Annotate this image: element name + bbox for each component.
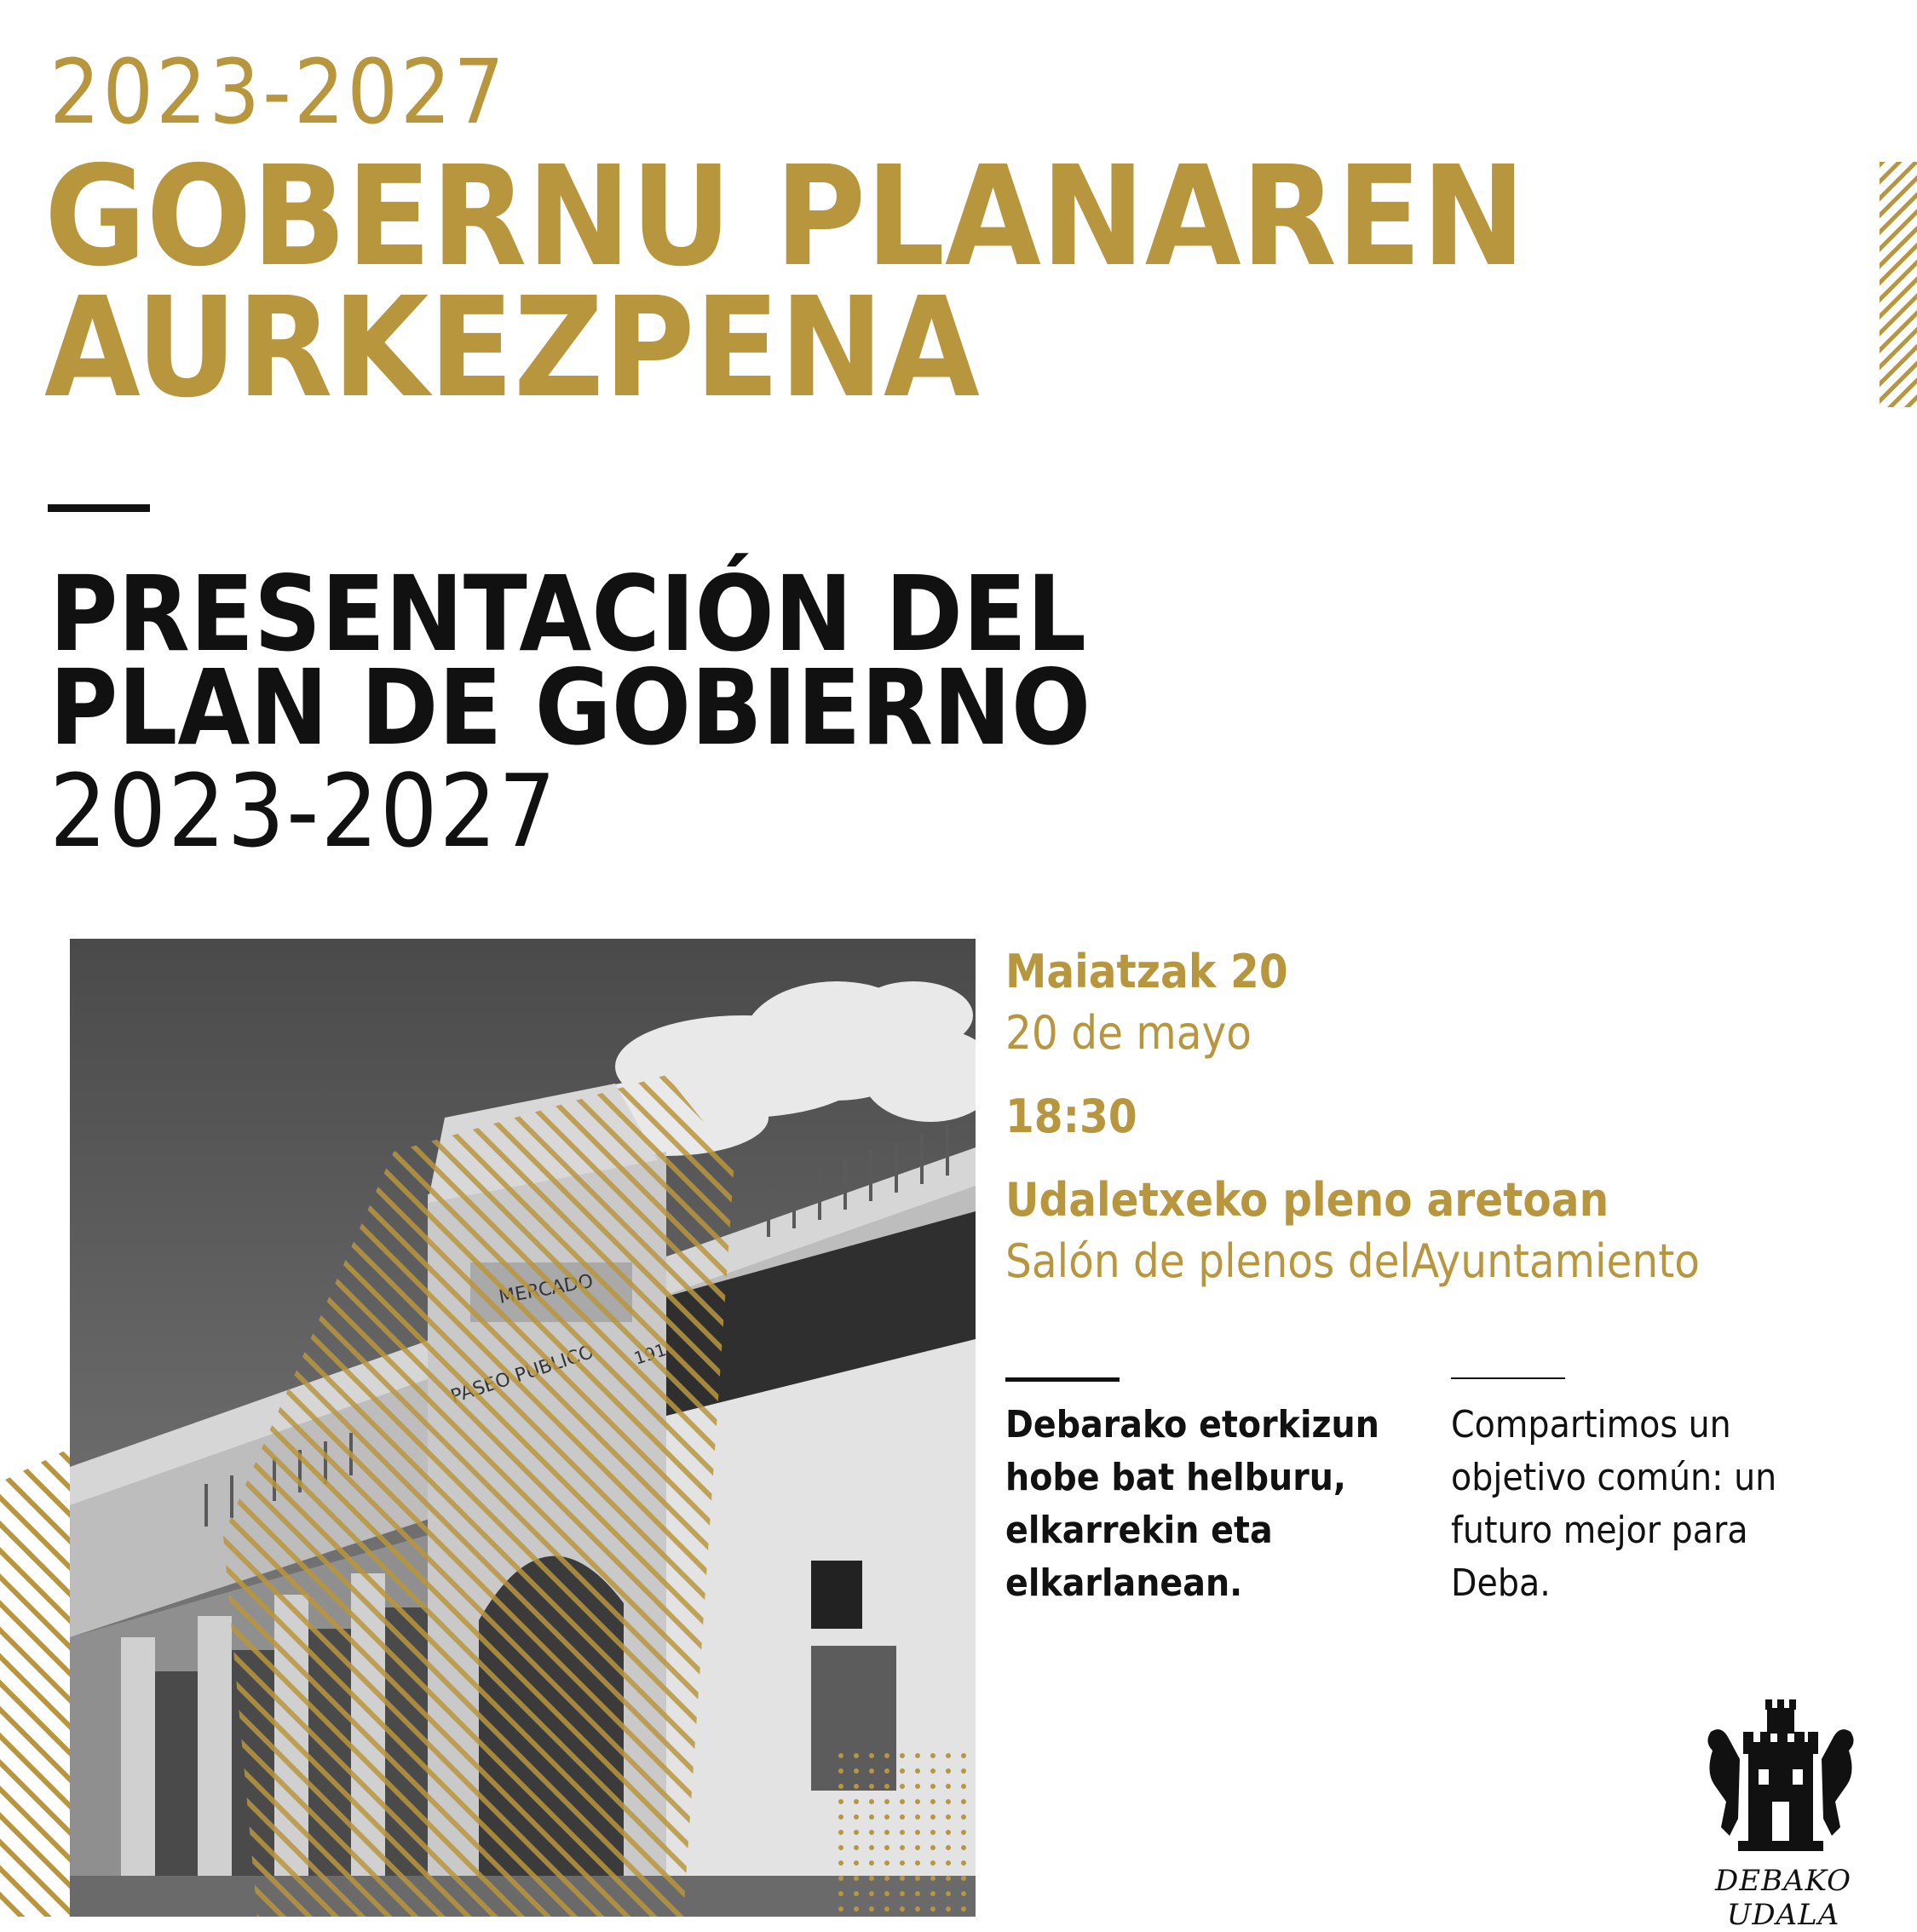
quote-spanish: [1451, 1399, 1860, 1610]
town-hall-logo-text: DEBAKO UDALA: [1715, 1864, 1851, 1932]
title-spanish-line-2: PLAN DE GOBIERNO: [49, 647, 1091, 768]
quote-basque-line: hobe bat helburu,: [1005, 1456, 1346, 1499]
title-basque-line-1: GOBERNU PLANAREN: [44, 137, 1526, 297]
quote-basque: [1005, 1399, 1414, 1610]
quote-rule-basque: [1005, 1377, 1120, 1382]
title-basque-line-2: AURKEZPENA: [44, 268, 980, 428]
quote-spanish-line: Deba.: [1451, 1561, 1551, 1605]
quote-basque-line: elkarlanean.: [1005, 1561, 1243, 1605]
decorative-stripes-left: [0, 1448, 70, 1917]
title-spanish-line-1: PRESENTACIÓN DEL: [49, 554, 1086, 675]
separator-dash: [48, 504, 150, 512]
decorative-stripes-right: [1880, 162, 1917, 407]
event-date-basque: Maiatzak 20: [1005, 945, 1288, 998]
quote-basque-line: elkarrekin eta: [1005, 1509, 1273, 1552]
quote-rule-spanish: [1451, 1377, 1565, 1379]
event-time: 18:30: [1005, 1090, 1137, 1143]
quote-spanish-line: objetivo común: un: [1451, 1456, 1777, 1499]
town-hall-coat-of-arms-icon: [1695, 1691, 1866, 1861]
year-range-spanish: 2023-2027: [49, 752, 558, 870]
event-date-spanish: 20 de mayo: [1005, 1006, 1252, 1060]
title-spanish: [49, 554, 1091, 768]
year-range-top: 2023-2027: [49, 40, 507, 144]
event-info: [1005, 941, 1891, 1292]
event-place-basque: Udaletxeko pleno aretoan: [1005, 1173, 1609, 1227]
quote-spanish-line: futuro mejor para: [1451, 1509, 1748, 1552]
event-place-spanish: Salón de plenos delAyuntamiento: [1005, 1234, 1700, 1288]
quote-spanish-line: Compartimos un: [1451, 1403, 1731, 1446]
quote-basque-line: Debarako etorkizun: [1005, 1403, 1379, 1446]
title-basque: [44, 137, 1526, 428]
market-building-photo: [70, 939, 976, 1917]
